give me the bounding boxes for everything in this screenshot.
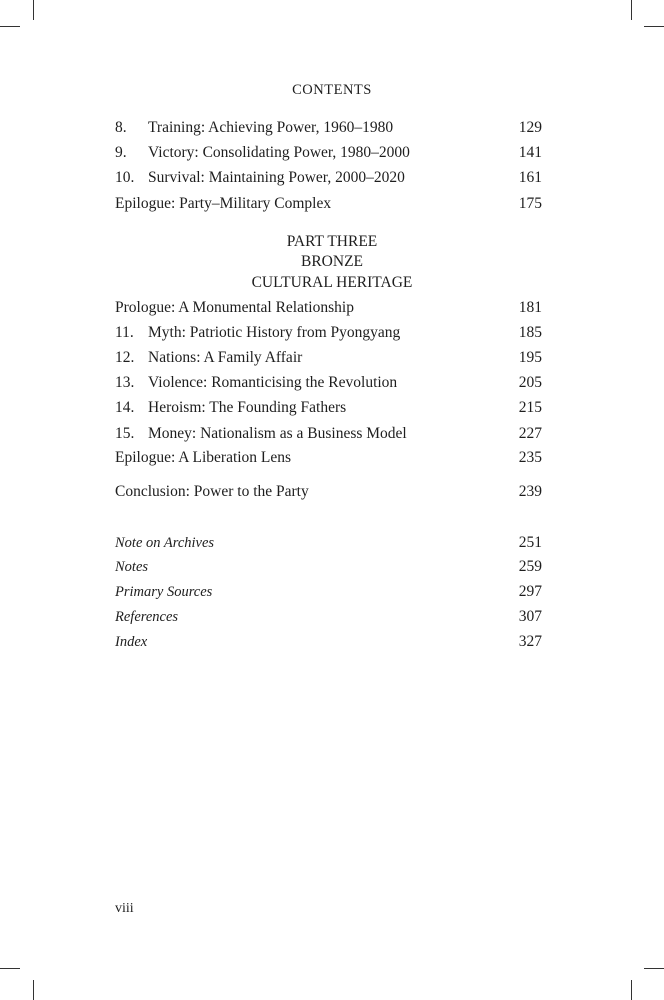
toc-entry-page: 129	[518, 119, 542, 136]
toc-entry-conclusion	[115, 482, 542, 502]
toc-entry-title: Primary Sources	[115, 584, 213, 600]
toc-entry-title: Prologue: A Monumental Relationship	[115, 299, 354, 316]
toc-back-matter-entry	[115, 582, 542, 602]
crop-mark-top-right	[631, 0, 632, 20]
toc-entry-title: References	[115, 609, 179, 625]
toc-entry-page: 161	[518, 169, 542, 186]
toc-entry-page: 239	[518, 483, 542, 500]
toc-entry-title: Training: Achieving Power, 1960–1980	[148, 119, 394, 136]
toc-back-matter-entry	[115, 557, 542, 577]
toc-entry	[115, 143, 542, 163]
toc-entry-page: 195	[518, 349, 542, 366]
toc-entry-title: Epilogue: A Liberation Lens	[115, 449, 292, 466]
part-subtitle: CULTURAL HERITAGE	[251, 274, 413, 291]
toc-entry-page: 327	[518, 633, 542, 650]
toc-entry-title: Note on Archives	[115, 535, 215, 551]
crop-mark-top-right-h	[644, 26, 664, 27]
toc-entry-page: 227	[518, 425, 542, 442]
toc-entry-page: 175	[518, 195, 542, 212]
toc-entry-title: Nations: A Family Affair	[148, 349, 303, 366]
toc-entry	[115, 398, 542, 418]
toc-entry-title: Survival: Maintaining Power, 2000–2020	[148, 169, 405, 186]
toc-entry-title: Epilogue: Party–Military Complex	[115, 195, 332, 212]
crop-mark-bottom-left-h	[0, 968, 20, 969]
toc-entry	[115, 118, 542, 138]
toc-entry-title: Index	[115, 634, 148, 650]
toc-entry	[115, 194, 542, 214]
toc-entry-page: 181	[518, 299, 542, 316]
toc-entry-page: 297	[518, 583, 542, 600]
toc-entry-number: 13.	[115, 374, 135, 391]
toc-entry-number: 14.	[115, 399, 135, 416]
toc-entry	[115, 298, 542, 318]
page-title: CONTENTS	[292, 82, 372, 98]
crop-mark-bottom-right-h	[644, 968, 664, 969]
toc-entry-title: Victory: Consolidating Power, 1980–2000	[148, 144, 410, 161]
toc-entry-page: 185	[518, 324, 542, 341]
toc-entry	[115, 323, 542, 343]
toc-entry-title: Myth: Patriotic History from Pyongyang	[148, 324, 401, 341]
toc-entry	[115, 424, 542, 444]
toc-entry-page: 259	[518, 558, 542, 575]
toc-entry-number: 12.	[115, 349, 135, 366]
toc-entry-page: 205	[518, 374, 542, 391]
toc-entry-number: 9.	[115, 144, 127, 161]
toc-entry-number: 10.	[115, 169, 135, 186]
toc-back-matter-entry	[115, 607, 542, 627]
toc-entry-page: 235	[518, 449, 542, 466]
crop-mark-top-left-h	[0, 26, 20, 27]
toc-entry	[115, 348, 542, 368]
toc-entry-title: Violence: Romanticising the Revolution	[148, 374, 398, 391]
toc-entry-title: Notes	[115, 559, 149, 575]
toc-back-matter-entry	[115, 632, 542, 652]
page-number: viii	[115, 901, 134, 916]
part-label: PART THREE	[286, 233, 378, 250]
toc-entry-title: Conclusion: Power to the Party	[115, 483, 309, 500]
toc-entry-number: 8.	[115, 119, 127, 136]
toc-entry-number: 11.	[115, 324, 134, 341]
toc-entry-title: Money: Nationalism as a Business Model	[148, 425, 407, 442]
toc-entry	[115, 448, 542, 468]
crop-mark-top-left	[33, 0, 34, 20]
toc-entry-number: 15.	[115, 425, 135, 442]
toc-entry-page: 141	[518, 144, 542, 161]
toc-entry-title: Heroism: The Founding Fathers	[148, 399, 347, 416]
toc-entry	[115, 373, 542, 393]
part-name: BRONZE	[301, 253, 363, 270]
toc-entry-page: 307	[518, 608, 542, 625]
toc-entry-page: 251	[518, 534, 542, 551]
toc-entry	[115, 168, 542, 188]
crop-mark-bottom-left	[33, 980, 34, 1000]
crop-mark-bottom-right	[631, 980, 632, 1000]
toc-entry-page: 215	[518, 399, 542, 416]
toc-back-matter-entry	[115, 533, 542, 553]
